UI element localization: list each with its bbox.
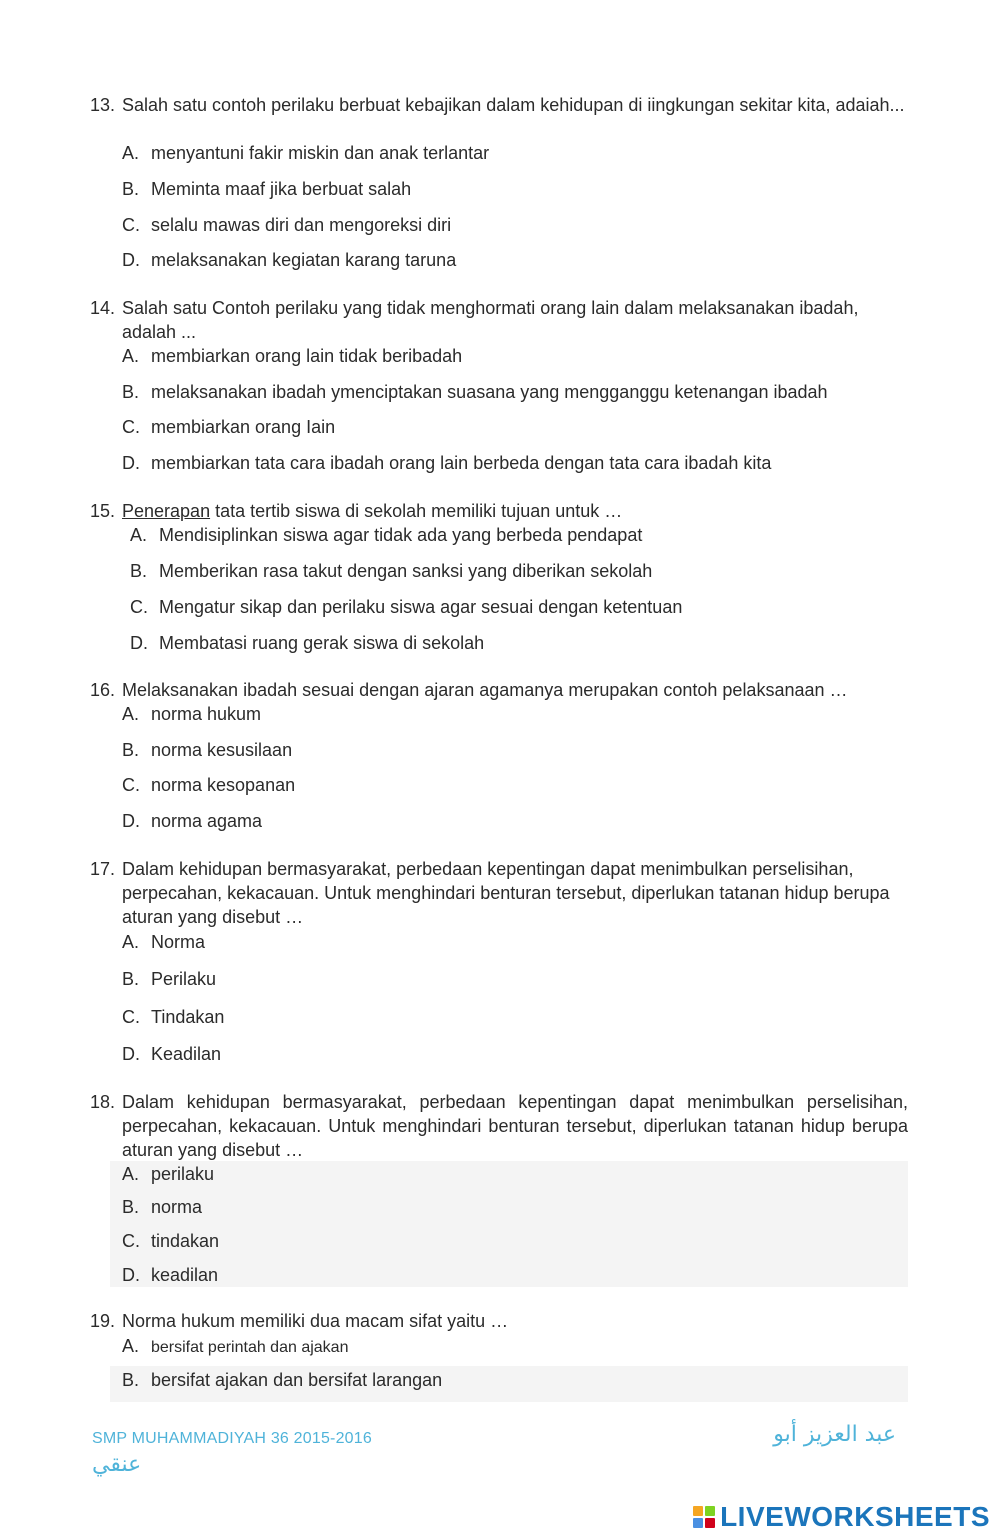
footer-school: SMP MUHAMMADIYAH 36 2015-2016 [92,1430,372,1447]
liveworksheets-brand [692,1500,990,1534]
option-a[interactable]: A. menyantuni fakir miskin dan anak terlantar [122,143,490,163]
question-stem: tata tertib siswa di sekolah memiliki tujuan untuk … [210,501,623,521]
option-a[interactable]: A. bersifat perintah dan ajakan [122,1336,349,1356]
option-d[interactable]: D. keadilan [122,1265,219,1285]
option-a[interactable]: A. membiarkan orang lain tidak beribadah [122,346,463,366]
question-number: 17. [90,859,116,879]
option-c[interactable]: C. Mengatur sikap dan perilaku siswa agar sesuai dengan ketentuan [130,597,683,617]
question-number: 16. [90,680,116,700]
option-c[interactable]: C. selalu mawas diri dan mengoreksi diri [122,215,452,235]
footer-arabic-name-continued: عنقي [92,1452,142,1477]
option-b[interactable]: B. norma [122,1197,203,1217]
option-d[interactable]: D. Membatasi ruang gerak siswa di sekolah [130,633,485,653]
liveworksheets-logo-icon [692,1505,716,1529]
question-stem: Dalam kehidupan bermasyarakat, perbedaan kepentingan dapat menimbulkan perselisihan, perpecahan, kekacauan. Untuk menghindari benturan tersebut, diperlukan tatanan hidup berupa aturan yang disebut … [122,1092,908,1160]
option-c[interactable]: C. Tindakan [122,1007,225,1027]
question-number: 18. [90,1092,116,1112]
option-a[interactable]: A. Norma [122,932,206,952]
options-shading [110,1161,908,1287]
brand-name: LIVEWORKSHEETS [720,1501,990,1532]
question-stem: Norma hukum memiliki dua macam sifat yaitu … [122,1311,509,1331]
option-d[interactable]: D. membiarkan tata cara ibadah orang lain berbeda dengan tata cara ibadah kita [122,453,772,473]
footer-arabic-name: عبد العزيز أبو [773,1422,896,1447]
option-a[interactable]: A. norma hukum [122,704,262,724]
option-d[interactable]: D. Keadilan [122,1044,222,1064]
question-stem-underlined: Penerapan [122,501,211,521]
option-c[interactable]: C. membiarkan orang Iain [122,417,336,437]
option-a[interactable]: A. perilaku [122,1164,215,1184]
option-b[interactable]: B. Meminta maaf jika berbuat salah [122,179,412,199]
option-a[interactable]: A. Mendisiplinkan siswa agar tidak ada yang berbeda pendapat [130,525,643,545]
question-stem: Salah satu contoh perilaku berbuat kebajikan dalam kehidupan di iingkungan sekitar kita, adaiah... [122,95,905,115]
option-c[interactable]: C. norma kesopanan [122,775,296,795]
question-stem: Dalam kehidupan bermasyarakat, perbedaan kepentingan dapat menimbulkan perselisihan, perpecahan, kekacauan. Untuk menghindari benturan tersebut, diperlukan tatanan hidup berupa aturan yang disebut … [122,859,890,927]
option-b[interactable]: B. Perilaku [122,969,217,989]
question-stem: Melaksanakan ibadah sesuai dengan ajaran agamanya merupakan contoh pelaksanaan … [122,680,848,700]
option-b[interactable]: B. Memberikan rasa takut dengan sanksi yang diberikan sekolah [130,561,653,581]
option-d[interactable]: D. melaksanakan kegiatan karang taruna [122,250,457,270]
option-b[interactable]: B. melaksanakan ibadah ymenciptakan suasana yang mengganggu ketenangan ibadah [122,382,828,402]
question-number: 13. [90,95,116,115]
option-c[interactable]: C. tindakan [122,1231,220,1251]
option-b[interactable]: B. bersifat ajakan dan bersifat larangan [122,1370,443,1390]
question-stem: Salah satu Contoh perilaku yang tidak menghormati orang lain dalam melaksanakan ibadah, adalah ... [122,298,859,342]
question-number: 14. [90,298,116,318]
question-number: 19. [90,1311,116,1331]
option-b[interactable]: B. norma kesusilaan [122,740,293,760]
question-number: 15. [90,501,116,521]
option-d[interactable]: D. norma agama [122,811,263,831]
